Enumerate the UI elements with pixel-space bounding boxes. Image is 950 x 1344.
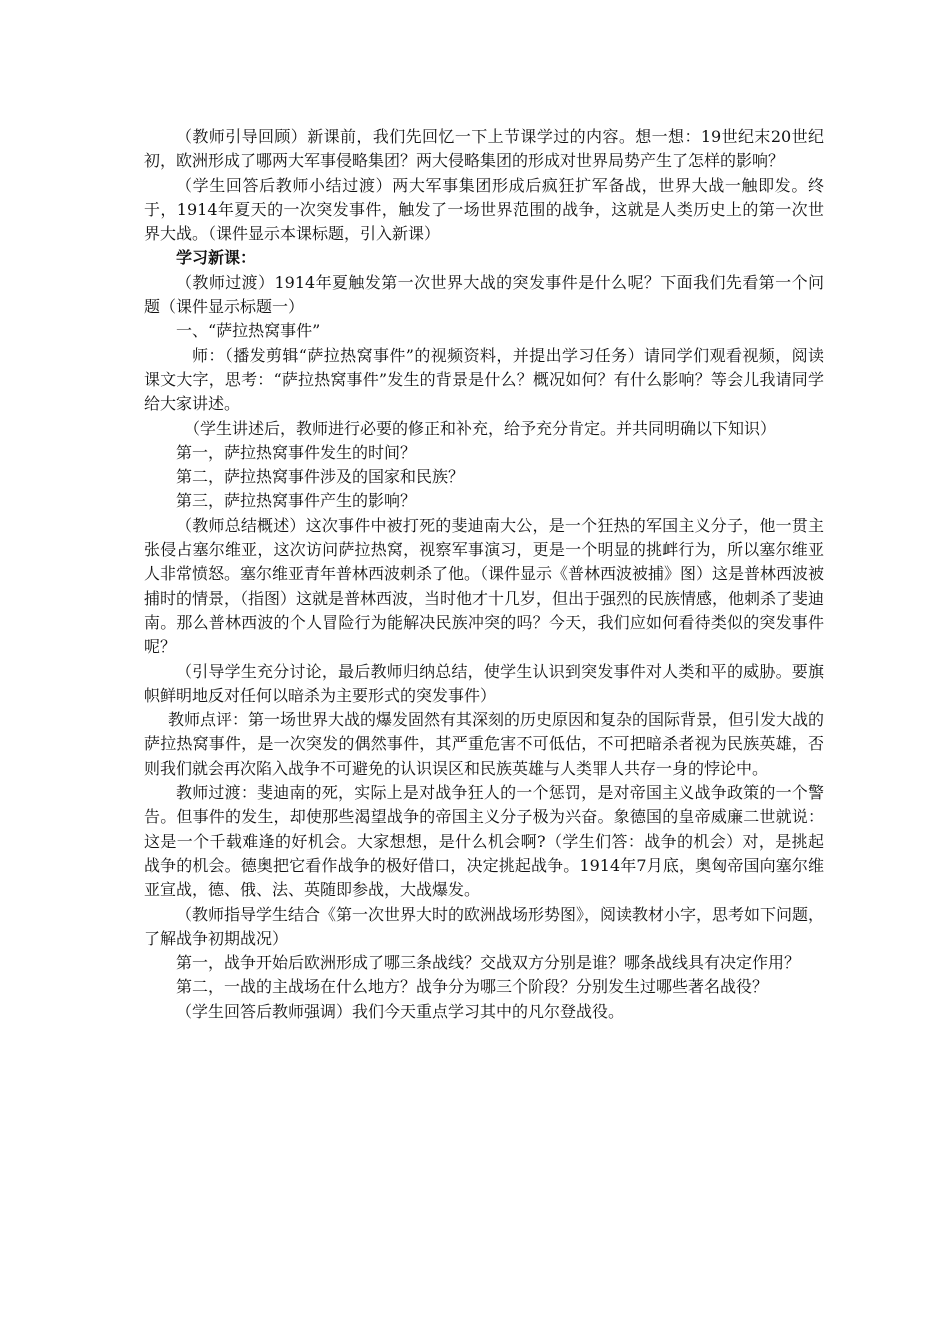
paragraph-summary: （教师总结概述）这次事件中被打死的斐迪南大公，是一个狂热的军国主义分子，他一贯主张侵占塞尔维亚，这次访问萨拉热窝，视察军事演习，更是一个明显的挑衅行为，所以塞尔维亚人非常愤怒。塞尔维亚青年普林西波刺杀了他。（课件显示《普林西波被捕》图）这是普林西波被捕时的情景，（指图）这就是普林西波，当时他才十几岁，但出于强烈的民族情感，他刺杀了斐迪南。那么普林西波的个人冒险行为能解决民族冲突的吗？今天，我们应如何看待类似的突发事件呢？ xyxy=(144,515,825,657)
paragraph-teacher-transition-2: 教师过渡：斐迪南的死，实际上是对战争狂人的一个惩罚，是对帝国主义战争政策的一个警告。但事件的发生，却使那些渴望战争的帝国主义分子极为兴奋。象德国的皇帝威廉二世就说：这是一个千载难逢的好机会。大家想想，是什么机会啊?（学生们答：战争的机会）对，是挑起战争的机会。德奥把它看作战争的极好借口，决定挑起战争。1914年7月底，奥匈帝国向塞尔维亚宣战，德、俄、法、英随即参战，大战爆发。 xyxy=(144,783,824,900)
paragraph-transition: （学生回答后教师小结过渡）两大军事集团形成后疯狂扩军备战，世界大战一触即发。终于，1914年夏天的一次突发事件，触发了一场世界范围的战争，这就是人类历史上的第一次世界大战。（课件显示本课标题，引入新课） xyxy=(144,175,824,244)
document-page xyxy=(144,125,824,1024)
paragraph-verdun-emphasis: （学生回答后教师强调）我们今天重点学习其中的凡尔登战役。 xyxy=(176,1001,625,1021)
paragraph-teacher-comment: 教师点评：第一场世界大战的爆发固然有其深刻的历史原因和复杂的国际背景，但引发大战的萨拉热窝事件，是一次突发的偶然事件，其严重危害不可低估，不可把暗杀者视为民族英雄，否则我们就会再次陷入战争不可避免的认识误区和民族英雄与人类罪人共存一身的悖论中。 xyxy=(144,710,825,778)
question-first: 第一，战争开始后欧洲形成了哪三条战线？交战双方分别是谁？哪条战线具有决定作用？ xyxy=(176,953,801,973)
paragraph-teacher-transition: （教师过渡）1914年夏触发第一次世界大战的突发事件是什么呢？下面我们先看第一个问题（课件显示标题一） xyxy=(144,272,824,317)
question-second: 第二，一战的主战场在什么地方？战争分为哪三个阶段？分别发生过哪些著名战役？ xyxy=(176,977,769,997)
paragraph-review: （教师引导回顾）新课前，我们先回忆一下上节课学过的内容。想一想：19世纪末20世纪初，欧洲形成了哪两大军事侵略集团？两大侵略集团的形成对世界局势产生了怎样的影响？ xyxy=(144,127,824,171)
paragraph-student-narration: （学生讲述后，教师进行必要的修正和补充，给予充分肯定。并共同明确以下知识） xyxy=(184,418,777,438)
list-item-third: 第三，萨拉热窝事件产生的影响？ xyxy=(176,491,417,511)
paragraph-map-guidance: （教师指导学生结合《第一次世界大时的欧洲战场形势图》，阅读教材小字，思考如下问题，了解战争初期战况） xyxy=(144,904,825,948)
list-item-second: 第二，萨拉热窝事件涉及的国家和民族？ xyxy=(176,467,465,487)
section-heading-new-lesson: 学习新课： xyxy=(176,248,257,268)
list-item-first: 第一，萨拉热窝事件发生的时间？ xyxy=(176,442,417,462)
paragraph-discussion: （引导学生充分讨论，最后教师归纳总结，使学生认识到突发事件对人类和平的威胁。要旗帜鲜明地反对任何以暗杀为主要形式的突发事件） xyxy=(144,661,824,705)
paragraph-video-task: 师：（播发剪辑“萨拉热窝事件”的视频资料，并提出学习任务）请同学们观看视频，阅读课文大字，思考：“萨拉热窝事件”发生的背景是什么？概况如何？有什么影响？等会儿我请同学给大家讲述。 xyxy=(144,345,824,414)
section-title-sarajevo: 一、“萨拉热窝事件” xyxy=(176,321,321,341)
